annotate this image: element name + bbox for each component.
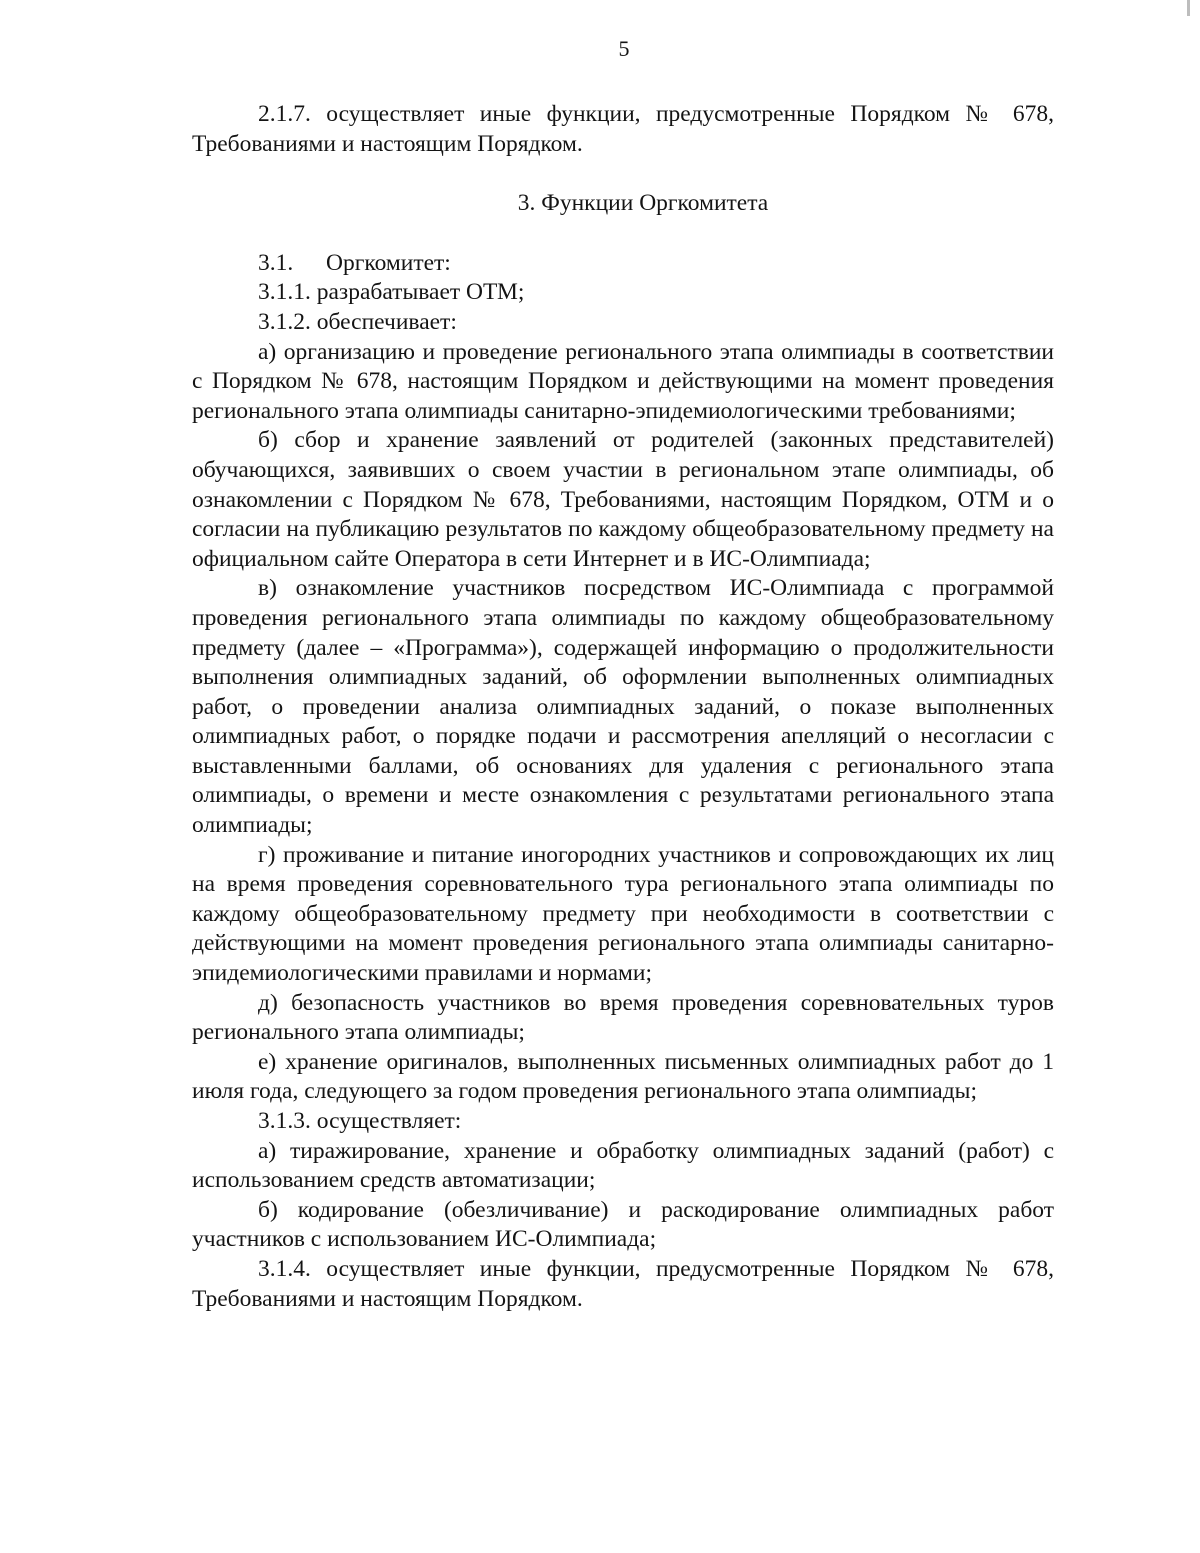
item-b-coding: б) кодирование (обезличивание) и раскодирование олимпиадных работ участников с использованием ИС-Олимпиада; <box>192 1196 1054 1253</box>
clause-3-1-2: 3.1.2. обеспечивает: <box>258 308 457 335</box>
item-a-replication: а) тиражирование, хранение и обработку олимпиадных заданий (работ) с использованием средств автоматизации; <box>192 1137 1054 1194</box>
clause-3-1-4: 3.1.4. осуществляет иные функции, предусмотренные Порядком № 678, Требованиями и настоящим Порядком. <box>192 1255 1054 1312</box>
item-a-organization: а) организацию и проведение регионального этапа олимпиады в соответствии с Порядком № 678, настоящим Порядком и действующими на момент проведения регионального этапа олимпиады санитарно-эпидемиологическими требованиями; <box>192 338 1054 424</box>
item-e-storage: е) хранение оригиналов, выполненных письменных олимпиадных работ до 1 июля года, следующего за годом проведения регионального этапа олимпиады; <box>192 1048 1054 1105</box>
clause-3-1-3: 3.1.3. осуществляет: <box>258 1108 462 1134</box>
clause-3-1-1: 3.1.1. разрабатывает ОТМ; <box>258 279 525 306</box>
item-g-accommodation: г) проживание и питание иногородних участников и сопровождающих их лиц на время проведения соревновательного тура регионального этапа олимпиады по каждому общеобразовательному предмету при необходимости в соответствии с действующими на момент проведения регионального этапа олимпиады санитарно-эпидемиологическими правилами и нормами; <box>192 841 1054 987</box>
page-number: 5 <box>618 36 630 61</box>
scan-edge-mark <box>1187 0 1190 16</box>
document-body <box>192 100 1054 1314</box>
clause-2-1-7: 2.1.7. осуществляет иные функции, предусмотренные Порядком № 678, Требованиями и настоящим Порядком. <box>192 101 1054 157</box>
section-heading-3: 3. Функции Оргкомитета <box>517 190 769 217</box>
item-b-applications: б) сбор и хранение заявлений от родителей (законных представителей) обучающихся, заявивших о своем участии в региональном этапе олимпиады, об ознакомлении с Порядком № 678, Требованиями, настоящим Порядком, ОТМ и о согласии на публикацию результатов по каждому общеобразовательному предмету на официальном сайте Оператора в сети Интернет и в ИС-Олимпиада; <box>192 427 1054 572</box>
clause-3-1-text: Оргкомитет: <box>326 249 451 276</box>
clause-3-1-number: 3.1. <box>258 249 294 276</box>
item-d-safety: д) безопасность участников во время проведения соревновательных туров регионального этапа олимпиады; <box>192 989 1054 1046</box>
item-v-program: в) ознакомление участников посредством ИС-Олимпиада с программой проведения регионального этапа олимпиады по каждому общеобразовательному предмету (далее – «Программа»), содержащей информацию о продолжительности выполнения олимпиадных заданий, об оформлении выполненных олимпиадных работ, о проведении анализа олимпиадных заданий, о показе выполненных олимпиадных работ, о порядке подачи и рассмотрения апелляций о несогласии с выставленными баллами, об основаниях для удаления с регионального этапа олимпиады, о времени и месте ознакомления с результатами регионального этапа олимпиады; <box>192 575 1054 839</box>
clause-3-1 <box>192 249 1054 279</box>
